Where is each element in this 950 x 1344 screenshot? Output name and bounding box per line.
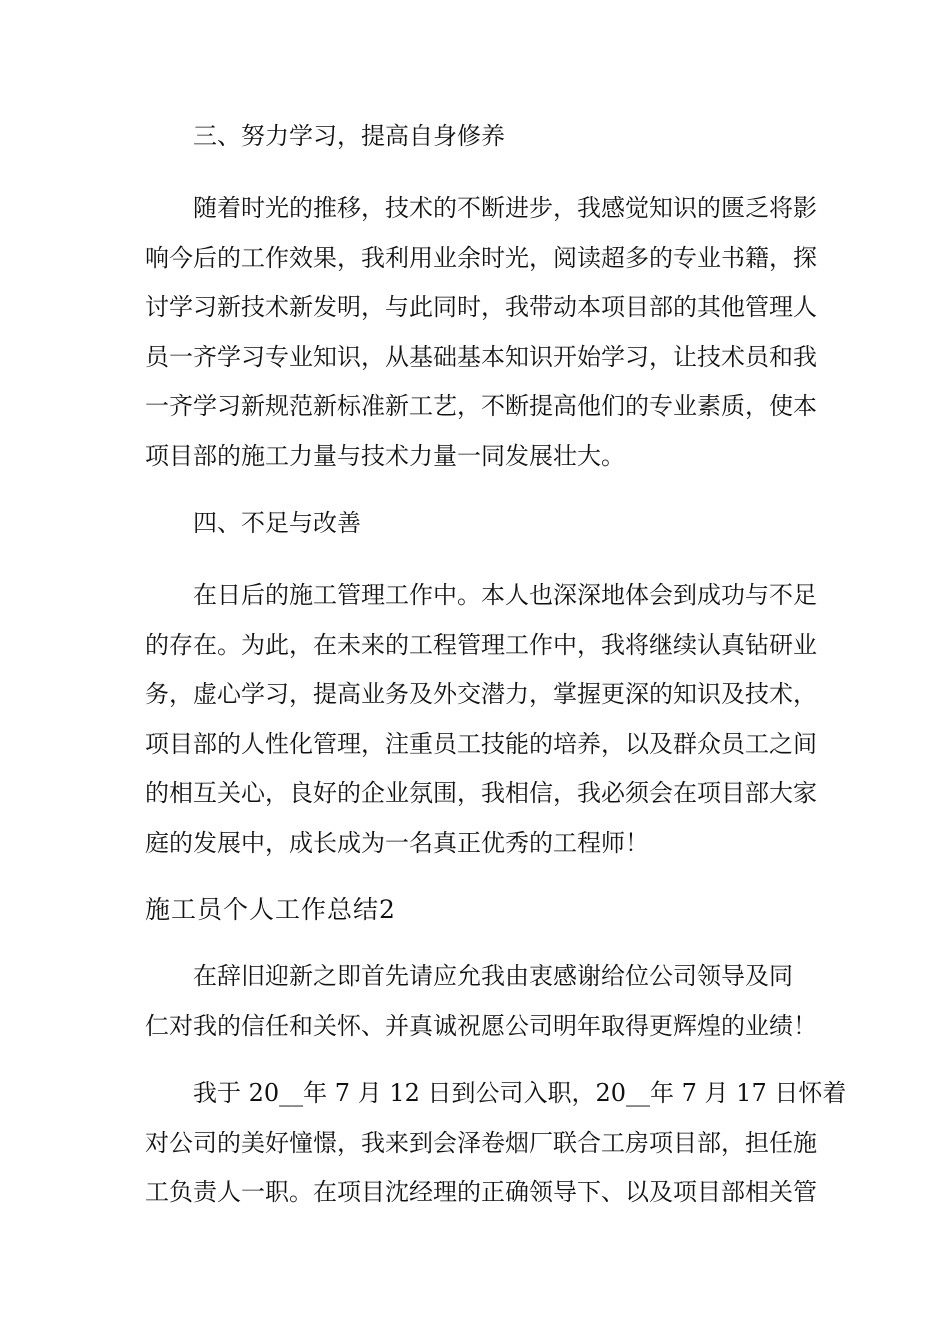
paragraph-line: 一齐学习新规范新标准新工艺，不断提高他们的专业素质，使本 [145, 392, 817, 420]
doc2-paragraph-1 [145, 952, 817, 1051]
paragraph-line: 工负责人一职。在项目沈经理的正确领导下、以及项目部相关管 [145, 1178, 817, 1206]
paragraph-line: 庭的发展中，成长成为一名真正优秀的工程师！ [145, 828, 649, 857]
paragraph-line: 仁对我的信任和关怀、并真诚祝愿公司明年取得更辉煌的业绩！ [145, 1011, 817, 1040]
paragraph-line: 在辞旧迎新之即首先请应允我由衷感谢给位公司领导及同 [193, 962, 793, 990]
section-heading-3: 三、努力学习，提高自身修养 [193, 122, 505, 150]
paragraph-line: 员一齐学习专业知识，从基础基本知识开始学习，让技术员和我 [145, 342, 817, 371]
paragraph-line: 务，虚心学习，提高业务及外交潜力，掌握更深的知识及技术， [145, 680, 817, 708]
paragraph-line: 随着时光的推移，技术的不断进步，我感觉知识的匮乏将影 [193, 194, 817, 222]
paragraph-line: 对公司的美好憧憬，我来到会泽卷烟厂联合工房项目部，担任施 [145, 1128, 817, 1157]
paragraph-line: 响今后的工作效果，我利用业余时光，阅读超多的专业书籍，探 [145, 243, 817, 272]
section-4-paragraph [145, 571, 817, 868]
section-heading-4: 四、不足与改善 [193, 509, 361, 537]
paragraph-line: 的相互关心，良好的企业氛围，我相信，我必须会在项目部大家 [145, 779, 817, 807]
paragraph-line: 项目部的人性化管理，注重员工技能的培养，以及群众员工之间 [145, 729, 817, 758]
document-title: 施工员个人工作总结2 [145, 895, 396, 924]
paragraph-line: 讨学习新技术新发明，与此同时，我带动本项目部的其他管理人 [145, 293, 817, 321]
document-body [145, 112, 847, 1236]
paragraph-line: 项目部的施工力量与技术力量一同发展壮大。 [145, 441, 625, 470]
paragraph-line: 的存在。为此，在未来的工程管理工作中，我将继续认真钻研业 [145, 630, 817, 659]
paragraph-line: 在日后的施工管理工作中。本人也深深地体会到成功与不足 [193, 581, 817, 609]
section-3-paragraph [145, 184, 817, 481]
doc2-paragraph-2 [145, 1069, 847, 1218]
paragraph-line: 我于 20__年 7 月 12 日到公司入职，20__年 7 月 17 日怀着 [193, 1079, 847, 1107]
